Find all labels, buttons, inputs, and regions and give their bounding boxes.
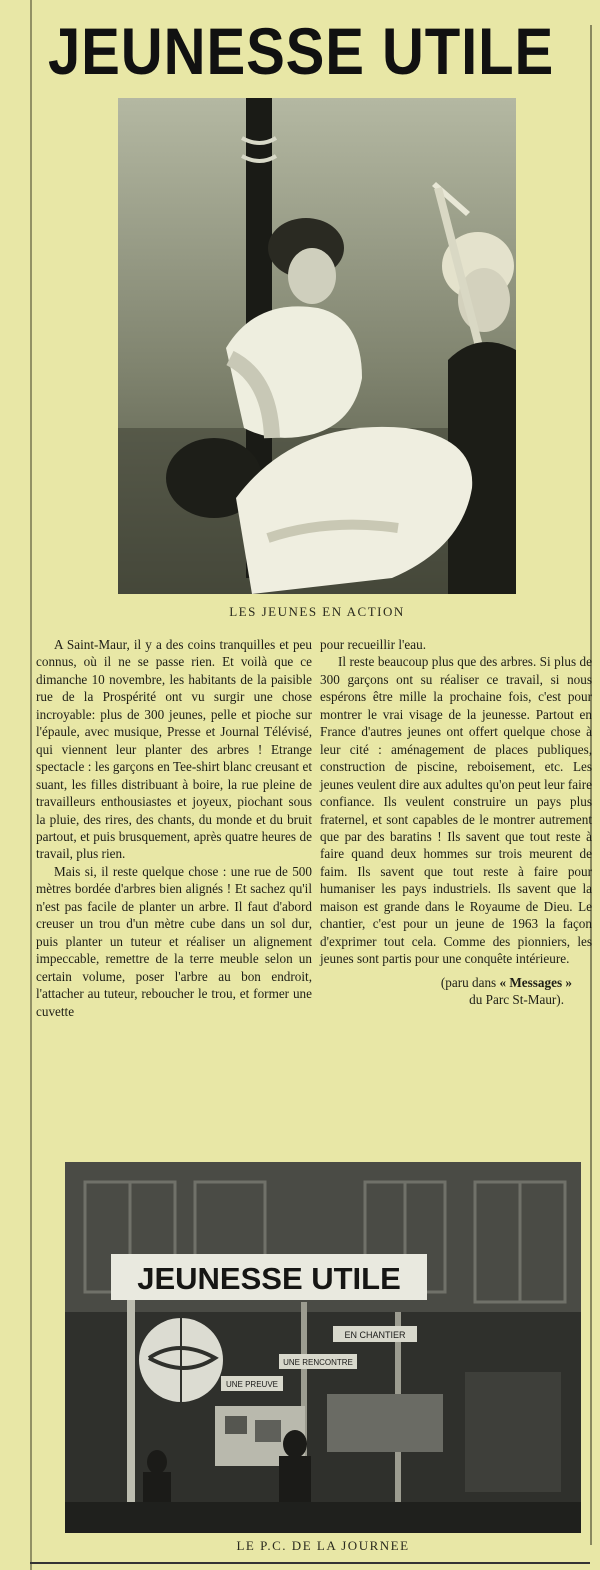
article-paragraph-2: Mais si, il reste quelque chose : une rue de 500 mètres bordée d'arbres bien alignés ! Et sachez qu'il n'est pas facile de planter un arbre. Il faut d'abord creuser un trou d'un mètre cube dans un sol dur, puis planter un tuteur et réaliser un alignement impeccable, remettre de la terre meuble selon un certain volume, poser l'arbre au bon endroit, l'attacher au tuteur, reboucher le trou, et former une cuvette [36, 863, 312, 1019]
bottom-photo-caption: LE P.C. DE LA JOURNEE [236, 1538, 410, 1553]
board-label-en-chantier: EN CHANTIER [344, 1330, 406, 1340]
article-paragraph-3: Il reste beaucoup plus que des arbres. Si plus de 300 garçons ont su réaliser ce travail, si nous espérons être mille la prochaine fois, c'est pour montrer le vrai visage de la jeunesse. Partout en France d'autres jeunes ont offert quelque chose à leur cité : aménagement de places publiques, construction de piscine, reboisement, etc. Les jeunes veulent dire aux adultes qu'on peut leur faire confiance. Ils veulent construire un pays plus fraternel, et sont capables de le montrer autrement que par des baratins ! Ils savent que tout reste à faire quand deux hommes sur trois meurent de faim. Ils savent que tout reste à faire pour humaniser les pays industriels. Ils savent que la maison est grande dans le Royaume de Dieu. Le chantier, c'est pour un jeune de 1963 la façon d'exprimer tout cela. Comme des pionniers, les jeunes sont partis pour une conquête intérieure. [320, 654, 592, 967]
bottom-rule [30, 1562, 590, 1564]
photo-headquarters [65, 1162, 581, 1533]
photo-youth-in-action-image [118, 98, 516, 594]
hq-sign-text: JEUNESSE UTILE [137, 1261, 401, 1296]
article-headline: JEUNESSE UTILE [48, 14, 555, 88]
publication-credit [320, 974, 592, 991]
board-label-une-rencontre: UNE RENCONTRE [283, 1358, 353, 1367]
article-column-left [36, 636, 312, 1020]
credit-source: « Messages » [499, 974, 572, 990]
photo-youth-in-action [118, 98, 516, 594]
board-label-une-preuve: UNE PREUVE [225, 1380, 279, 1389]
article-continuation: pour recueillir l'eau. [320, 637, 426, 652]
credit-prefix: (paru dans [440, 974, 497, 990]
article-paragraph-1: A Saint-Maur, il y a des coins tranquilles et peu connus, où il ne se passe rien. Et voilà que ce dimanche 10 novembre, les habitants de la paisible rue de la Prospérité ont vu surgir une chose incroyable: plus de 300 jeunes, pelle et pioche sur l'épaule, avec musique, Presse et Journal Télévisé, qui viennent leur planter des arbres ! Etrange spectacle : les garçons en Tee-shirt blanc creusant et suant, les filles distribuant à boire, la rue pleine de travailleurs enthousiastes et joyeux, piochant sous la pluie, des rires, des chants, du monde et du bruit partout, et puis brusquement, après quatre heures de travail, plus rien. [36, 637, 312, 862]
credit-suffix: du Parc St-Maur). [469, 992, 564, 1008]
top-photo-caption: LES JEUNES EN ACTION [229, 604, 405, 619]
photo-headquarters-image [65, 1162, 581, 1533]
left-column-rule [30, 0, 32, 1570]
article-column-right [320, 636, 592, 1009]
